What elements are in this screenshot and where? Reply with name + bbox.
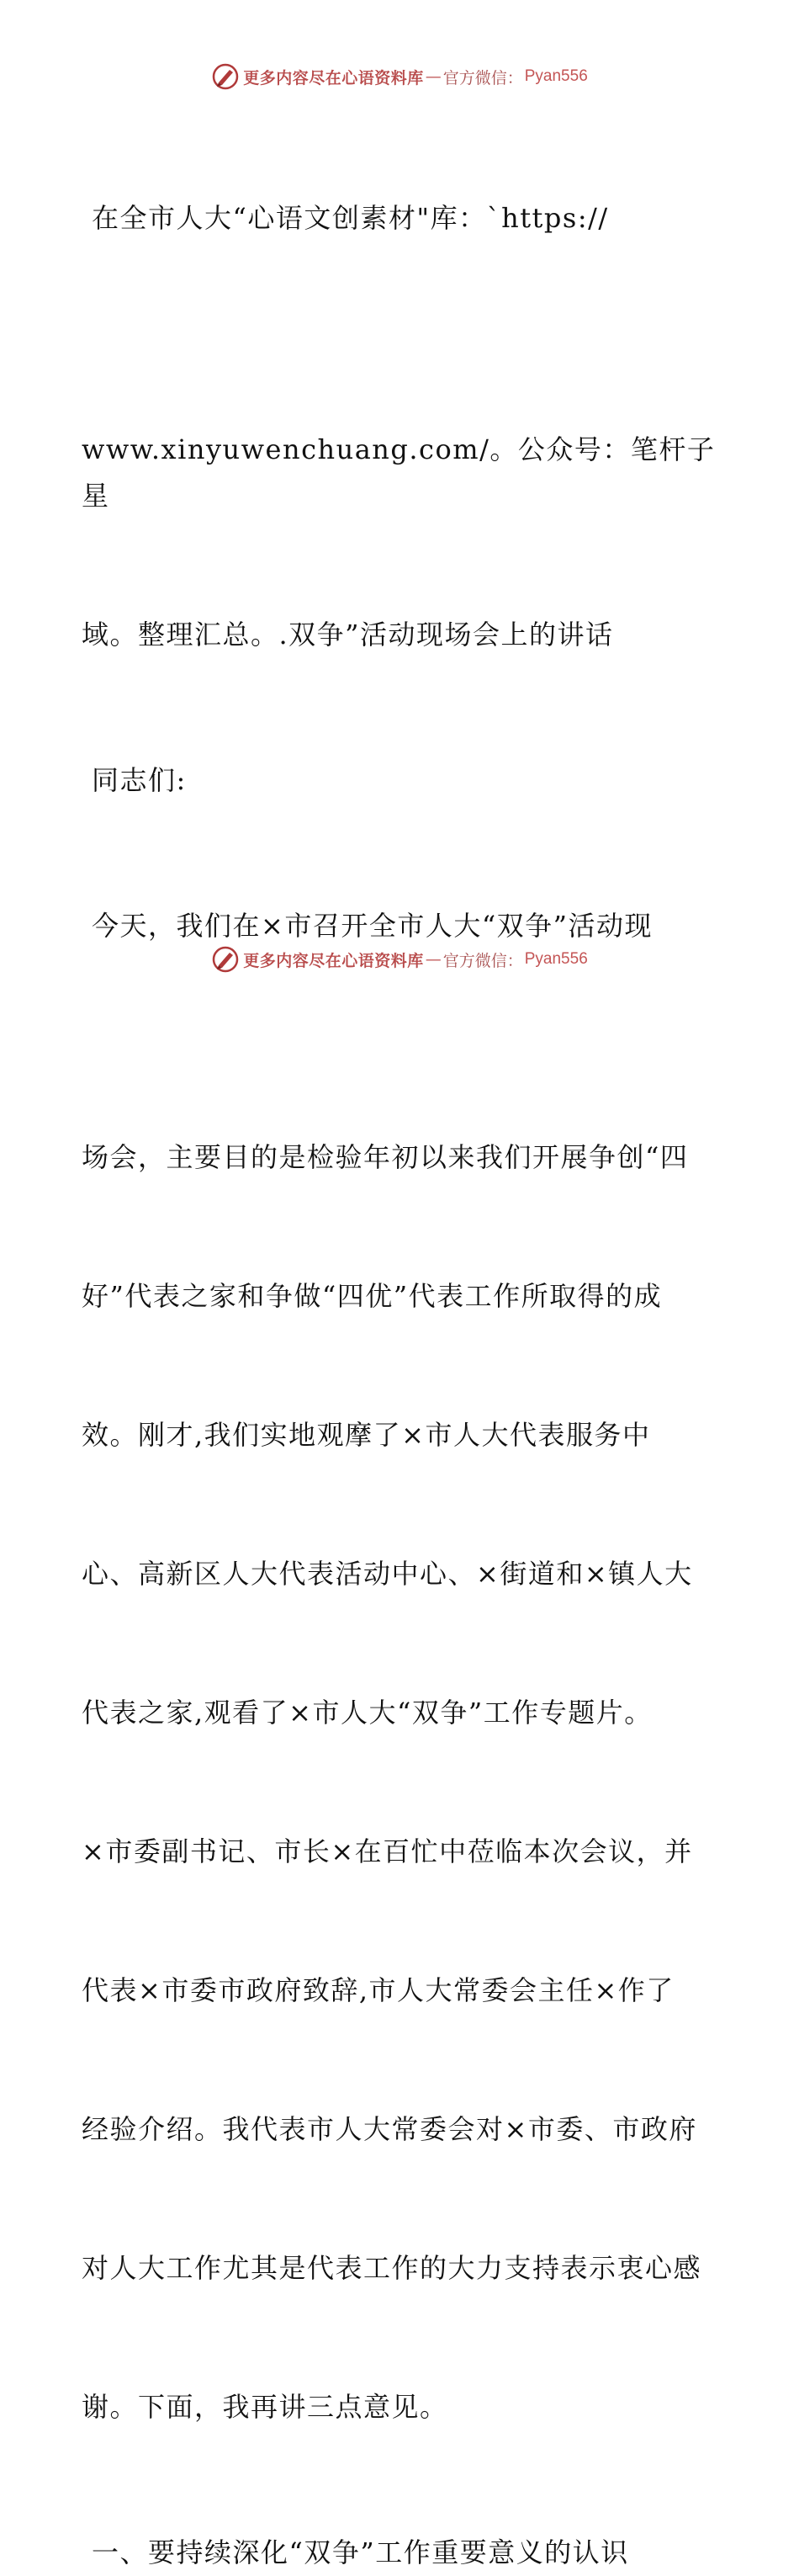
watermark-text: 更多内容尽在心语资料库: [243, 68, 424, 88]
watermark-wechat-id: Pyan556: [524, 950, 588, 968]
watermark-official: 官方微信：: [442, 951, 523, 970]
document-body: [82, 103, 721, 2576]
body-paragraph: [82, 810, 721, 1042]
body-line: 代表×市委市政府致辞,市人大常委会主任×作了: [82, 1974, 675, 2006]
header-watermark: [0, 60, 799, 93]
body-line: 好”代表之家和争做“四优”代表工作所取得的成: [82, 1280, 663, 1312]
intro-line: 域。整理汇总。.双争”活动现场会上的讲话: [82, 619, 614, 651]
watermark-text: 更多内容尽在心语资料库: [243, 951, 424, 970]
watermark-wechat-id: Pyan556: [524, 67, 588, 85]
body-paragraph-cont: [82, 1042, 721, 2523]
pen-brush-logo-icon: [211, 62, 240, 91]
body-line: 场会，主要目的是检验年初以来我们开展争创“四: [82, 1141, 689, 1173]
pen-brush-logo-icon: [211, 945, 240, 974]
intro-paragraph: [82, 103, 721, 334]
body-line: 代表之家,观看了×市人大“双争”工作专题片。: [82, 1697, 653, 1729]
body-line: 今天，我们在×市召开全市人大“双争”活动现: [92, 910, 653, 942]
body-line: ×市委副书记、市长×在百忙中莅临本次会议，并: [82, 1835, 693, 1867]
body-line: 经验介绍。我代表市人大常委会对×市委、市政府: [82, 2113, 697, 2145]
body-line: 对人大工作尤其是代表工作的大力支持表示衷心感: [82, 2252, 702, 2284]
section-heading: 一、要持续深化“双争”工作重要意义的认识: [92, 2536, 629, 2568]
watermark-dash: —: [425, 67, 442, 86]
intro-line: 在全市人大“心语文创素材"库：`https://: [92, 202, 609, 234]
watermark-official: 官方微信：: [442, 68, 523, 88]
intro-line: www.xinyuwenchuang.com/。公众号：笔杆子星: [82, 433, 716, 512]
body-line: 谢。下面，我再讲三点意见。: [82, 2391, 448, 2423]
intro-paragraph-cont: [82, 334, 721, 751]
salutation: 同志们:: [92, 764, 187, 796]
footer-watermark: [0, 943, 799, 976]
body-line: 心、高新区人大代表活动中心、×街道和×镇人大: [82, 1558, 693, 1590]
body-line: 效。刚才,我们实地观摩了×市人大代表服务中: [82, 1419, 651, 1451]
watermark-dash: —: [425, 950, 442, 969]
